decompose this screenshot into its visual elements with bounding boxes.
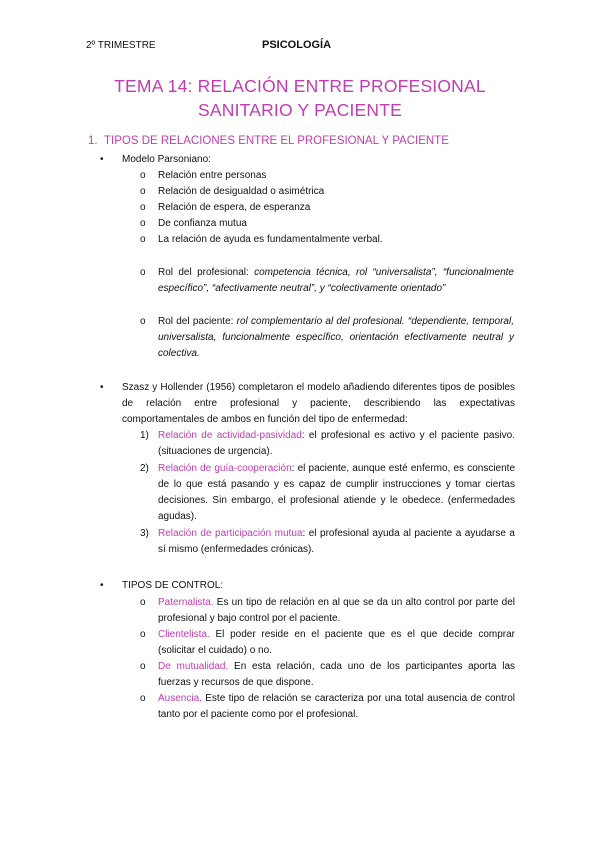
sub-bullet-icon: o — [140, 170, 146, 181]
item-term: Ausencia. — [158, 693, 202, 704]
list-item: 1) Relación de actividad-pasividad: el profesional es activo y el paciente pasivo. (situaciones de urgencia). — [140, 430, 516, 457]
list-item: o Clientelista. El poder reside en el paciente que es el que decide comprar (solicitar el cuidado) o no. — [140, 629, 515, 656]
sub-bullet-icon: o — [140, 218, 146, 229]
parsoniano-block — [100, 152, 520, 168]
rol-paciente — [140, 314, 514, 362]
section-1-heading — [88, 133, 449, 149]
sub-bullet-icon: o — [140, 597, 146, 608]
title-line-2: SANITARIO Y PACIENTE — [197, 100, 402, 120]
rol-paciente-text: rol complementario al del profesional. “dependiente, temporal, universalista, funcionalmente específico, orientación efectivamente neutral y colectiva. — [158, 316, 514, 359]
rol-paciente-label: Rol del paciente: — [158, 316, 234, 327]
control-label: TIPOS DE CONTROL: — [122, 580, 224, 591]
section-number: 1. — [88, 135, 98, 147]
list-item: o Ausencia. Este tipo de relación se caracteriza por una total ausencia de control tanto por el paciente como por el profesional. — [140, 693, 515, 720]
list-item: o Relación entre personas — [140, 168, 520, 184]
control-list — [140, 595, 515, 723]
sub-bullet-icon: o — [140, 234, 146, 245]
item-term: Relación de guía-cooperación — [158, 463, 292, 474]
rol-profesional-text: competencia técnica, rol “universalista”, “funcionalmente específico”, “afectivamente neutral”, y “colectivamente orientado” — [158, 267, 514, 294]
list-item: 2) Relación de guía-cooperación: el paciente, aunque esté enfermo, es consciente de lo que está pasando y es capaz de cumplir instrucciones y tomar ciertas decisiones. Sin embargo, el profesional atiende y le obedece. (enfermedades agudas). — [140, 463, 516, 522]
title-line-1: TEMA 14: RELACIÓN ENTRE PROFESIONAL — [114, 76, 486, 96]
header-term: 2º TRIMESTRE — [86, 40, 156, 51]
item-term: Clientelista. — [158, 629, 210, 640]
sub-bullet-icon: o — [140, 202, 146, 213]
parsoniano-label: Modelo Parsoniano: — [122, 154, 211, 165]
section-title: TIPOS DE RELACIONES ENTRE EL PROFESIONAL Y PACIENTE — [104, 135, 449, 147]
control-block — [100, 578, 515, 594]
header-subject: PSICOLOGÍA — [262, 39, 332, 51]
sub-bullet-icon: o — [140, 316, 146, 327]
sub-bullet-icon: o — [140, 693, 146, 704]
list-item: o La relación de ayuda es fundamentalmente verbal. — [140, 232, 520, 248]
list-item: o Relación de desigualdad o asimétrica — [140, 184, 520, 200]
bullet-icon: • — [100, 382, 104, 393]
list-item: o Paternalista. Es un tipo de relación en al que se da un alto control por parte del profesional y bajo control por el paciente. — [140, 597, 515, 624]
item-term: De mutualidad. — [158, 661, 229, 672]
parsoniano-list — [140, 168, 520, 248]
document-title — [0, 74, 600, 122]
list-item: o De mutualidad. En esta relación, cada uno de los participantes aporta las fuerzas y recursos de que dispone. — [140, 661, 516, 688]
sub-bullet-icon: o — [140, 629, 146, 640]
szasz-list — [140, 428, 515, 558]
sub-bullet-icon: o — [140, 267, 146, 278]
bullet-icon: • — [100, 580, 104, 591]
bullet-icon: • — [100, 154, 104, 165]
sub-bullet-icon: o — [140, 661, 146, 672]
szasz-intro: Szasz y Hollender (1956) completaron el modelo añadiendo diferentes tipos de posibles de relación entre profesional y paciente, describiendo las expectativas comportamentales de ambos en función del tipo de enfermedad: — [122, 382, 515, 425]
list-item: o De confianza mutua — [140, 216, 520, 232]
list-item: 3) Relación de participación mutua: el profesional ayuda al paciente a ayudarse a sí mismo (enfermedades crónicas). — [140, 528, 515, 555]
szasz-block — [100, 380, 515, 428]
sub-bullet-icon: o — [140, 186, 146, 197]
item-term: Relación de actividad-pasividad — [158, 430, 302, 441]
item-term: Relación de participación mutua — [158, 528, 303, 539]
item-term: Paternalista. — [158, 597, 214, 608]
rol-profesional-label: Rol del profesional: — [158, 267, 249, 278]
rol-profesional — [140, 265, 514, 297]
list-item: o Relación de espera, de esperanza — [140, 200, 520, 216]
parsoniano-bullet — [100, 152, 520, 168]
